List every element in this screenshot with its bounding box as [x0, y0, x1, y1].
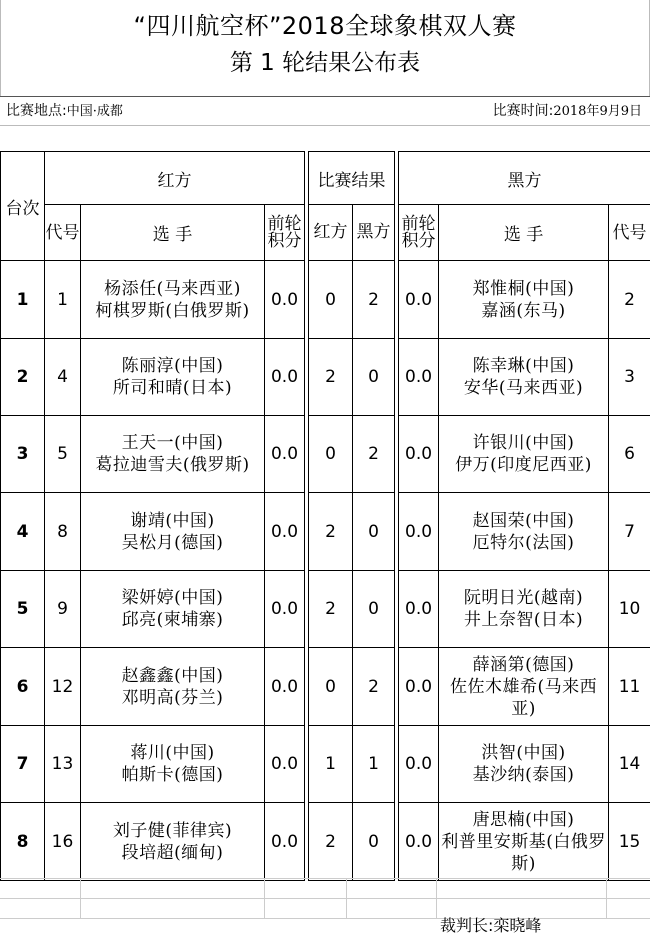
result-red: 2	[309, 339, 353, 416]
red-player-1: 杨添任(马来西亚)	[104, 278, 241, 299]
red-prev-score: 0.0	[265, 416, 305, 493]
black-player-2: 利普里安斯基(白俄罗斯)	[441, 831, 606, 874]
red-prev-score-header: 前轮积分	[265, 205, 305, 261]
referee-name: 栾晓峰	[493, 916, 542, 935]
black-code: 15	[609, 803, 650, 881]
red-player-2: 柯棋罗斯(白俄罗斯)	[95, 300, 250, 321]
page-title: “四川航空杯”2018全球象棋双人赛	[133, 12, 517, 40]
result-red: 0	[309, 648, 353, 726]
table-row	[1, 416, 650, 493]
red-prev-score: 0.0	[265, 726, 305, 803]
red-players	[81, 493, 265, 571]
board-number: 7	[1, 726, 45, 803]
black-code: 11	[609, 648, 650, 726]
black-player-1: 赵国荣(中国)	[472, 510, 575, 531]
red-players	[81, 416, 265, 493]
board-number: 5	[1, 571, 45, 648]
black-code: 6	[609, 416, 650, 493]
red-code: 13	[45, 726, 81, 803]
red-side-header: 红方	[45, 152, 305, 205]
red-code: 5	[45, 416, 81, 493]
referee	[440, 913, 541, 936]
red-prev-score: 0.0	[265, 803, 305, 881]
black-code: 14	[609, 726, 650, 803]
venue-label: 比赛地点:	[6, 103, 67, 119]
black-players	[439, 726, 609, 803]
red-prev-score: 0.0	[265, 571, 305, 648]
red-player-1: 王天一(中国)	[121, 433, 224, 453]
red-players	[81, 726, 265, 803]
result-black: 0	[353, 571, 395, 648]
result-red: 2	[309, 803, 353, 881]
result-header: 比赛结果	[309, 152, 395, 205]
black-player-2: 井上奈智(日本)	[463, 610, 584, 630]
black-prev-score: 0.0	[399, 571, 439, 648]
black-player-1: 唐思楠(中国)	[472, 809, 575, 830]
red-code: 16	[45, 803, 81, 881]
black-prev-score: 0.0	[399, 648, 439, 726]
black-player-2: 佐佐木雄希(马来西亚)	[449, 676, 598, 719]
result-black: 0	[353, 339, 395, 416]
result-black: 2	[353, 261, 395, 339]
red-player-2: 段培超(缅甸)	[121, 842, 224, 863]
board-number: 6	[1, 648, 45, 726]
black-prev-score: 0.0	[399, 416, 439, 493]
black-player-header: 选 手	[439, 205, 609, 261]
black-player-2: 嘉涵(东马)	[481, 300, 566, 321]
red-code-header: 代号	[45, 205, 81, 261]
black-code: 2	[609, 261, 650, 339]
result-black-header: 黑方	[353, 205, 395, 261]
black-players	[439, 803, 609, 881]
black-prev-score-header: 前轮积分	[399, 205, 439, 261]
table-row	[1, 726, 650, 803]
red-prev-score: 0.0	[265, 339, 305, 416]
red-prev-score: 0.0	[265, 648, 305, 726]
red-player-header: 选 手	[81, 205, 265, 261]
red-player-2: 吴松月(德国)	[121, 532, 224, 553]
black-prev-score: 0.0	[399, 261, 439, 339]
board-number: 4	[1, 493, 45, 571]
result-black: 1	[353, 726, 395, 803]
black-player-1: 许银川(中国)	[472, 433, 575, 453]
result-red: 2	[309, 493, 353, 571]
black-player-1: 阮明日光(越南)	[463, 588, 584, 608]
black-player-1: 洪智(中国)	[481, 743, 566, 763]
header-row-1	[1, 152, 650, 205]
black-player-2: 厄特尔(法国)	[472, 532, 575, 553]
round-subtitle: 第 1 轮结果公布表	[229, 50, 421, 76]
red-players	[81, 648, 265, 726]
black-player-2: 基沙纳(泰国)	[472, 765, 575, 785]
red-player-1: 刘子健(菲律宾)	[112, 820, 233, 841]
red-player-1: 陈丽淳(中国)	[121, 356, 224, 376]
referee-label: 裁判长:	[440, 916, 494, 935]
red-players	[81, 571, 265, 648]
result-black: 0	[353, 803, 395, 881]
table-row	[1, 571, 650, 648]
black-prev-score: 0.0	[399, 726, 439, 803]
table-row	[1, 803, 650, 881]
black-prev-score: 0.0	[399, 339, 439, 416]
red-player-2: 所司和晴(日本)	[112, 378, 233, 398]
result-red-header: 红方	[309, 205, 353, 261]
header-row-2	[1, 205, 650, 261]
result-red: 2	[309, 571, 353, 648]
board-number: 8	[1, 803, 45, 881]
results-table	[0, 151, 650, 881]
red-prev-score: 0.0	[265, 261, 305, 339]
black-code-header: 代号	[609, 205, 650, 261]
date-value: 2018年9月9日	[553, 104, 642, 119]
red-code: 9	[45, 571, 81, 648]
red-player-1: 赵鑫鑫(中国)	[121, 665, 224, 686]
result-red: 0	[309, 261, 353, 339]
red-code: 1	[45, 261, 81, 339]
red-code: 4	[45, 339, 81, 416]
table-row	[1, 261, 650, 339]
red-players	[81, 339, 265, 416]
board-number: 2	[1, 339, 45, 416]
result-black: 0	[353, 493, 395, 571]
black-code: 10	[609, 571, 650, 648]
black-players	[439, 571, 609, 648]
board-number: 1	[1, 261, 45, 339]
venue	[6, 100, 123, 120]
red-player-2: 邱亮(柬埔寨)	[121, 610, 224, 630]
red-code: 12	[45, 648, 81, 726]
black-code: 3	[609, 339, 650, 416]
black-prev-score: 0.0	[399, 493, 439, 571]
black-player-2: 伊万(印度尼西亚)	[455, 455, 592, 475]
black-player-2: 安华(马来西亚)	[463, 378, 584, 398]
red-players	[81, 261, 265, 339]
result-black: 2	[353, 416, 395, 493]
black-player-1: 薛涵第(德国)	[472, 654, 575, 675]
black-code: 7	[609, 493, 650, 571]
table-row	[1, 339, 650, 416]
result-red: 1	[309, 726, 353, 803]
board-number: 3	[1, 416, 45, 493]
black-side-header: 黑方	[399, 152, 650, 205]
black-players	[439, 339, 609, 416]
red-player-1: 梁妍婷(中国)	[121, 588, 224, 608]
black-players	[439, 493, 609, 571]
red-player-1: 谢靖(中国)	[130, 510, 215, 531]
empty-grid	[0, 878, 650, 936]
black-players	[439, 261, 609, 339]
red-player-2: 邓明高(芬兰)	[121, 687, 224, 708]
black-players	[439, 416, 609, 493]
black-players	[439, 648, 609, 726]
red-code: 8	[45, 493, 81, 571]
red-player-1: 蒋川(中国)	[130, 743, 215, 763]
red-players	[81, 803, 265, 881]
red-prev-score: 0.0	[265, 493, 305, 571]
black-prev-score: 0.0	[399, 803, 439, 881]
board-header: 台次	[1, 152, 45, 261]
black-player-1: 郑惟桐(中国)	[472, 278, 575, 299]
red-player-2: 帕斯卡(德国)	[121, 765, 224, 785]
match-date	[493, 100, 642, 120]
result-black: 2	[353, 648, 395, 726]
red-player-2: 葛拉迪雪夫(俄罗斯)	[95, 455, 250, 475]
venue-value: 中国·成都	[66, 104, 123, 119]
black-player-1: 陈幸琳(中国)	[472, 356, 575, 376]
date-label: 比赛时间:	[492, 103, 554, 119]
table-row	[1, 493, 650, 571]
table-row	[1, 648, 650, 726]
result-red: 0	[309, 416, 353, 493]
